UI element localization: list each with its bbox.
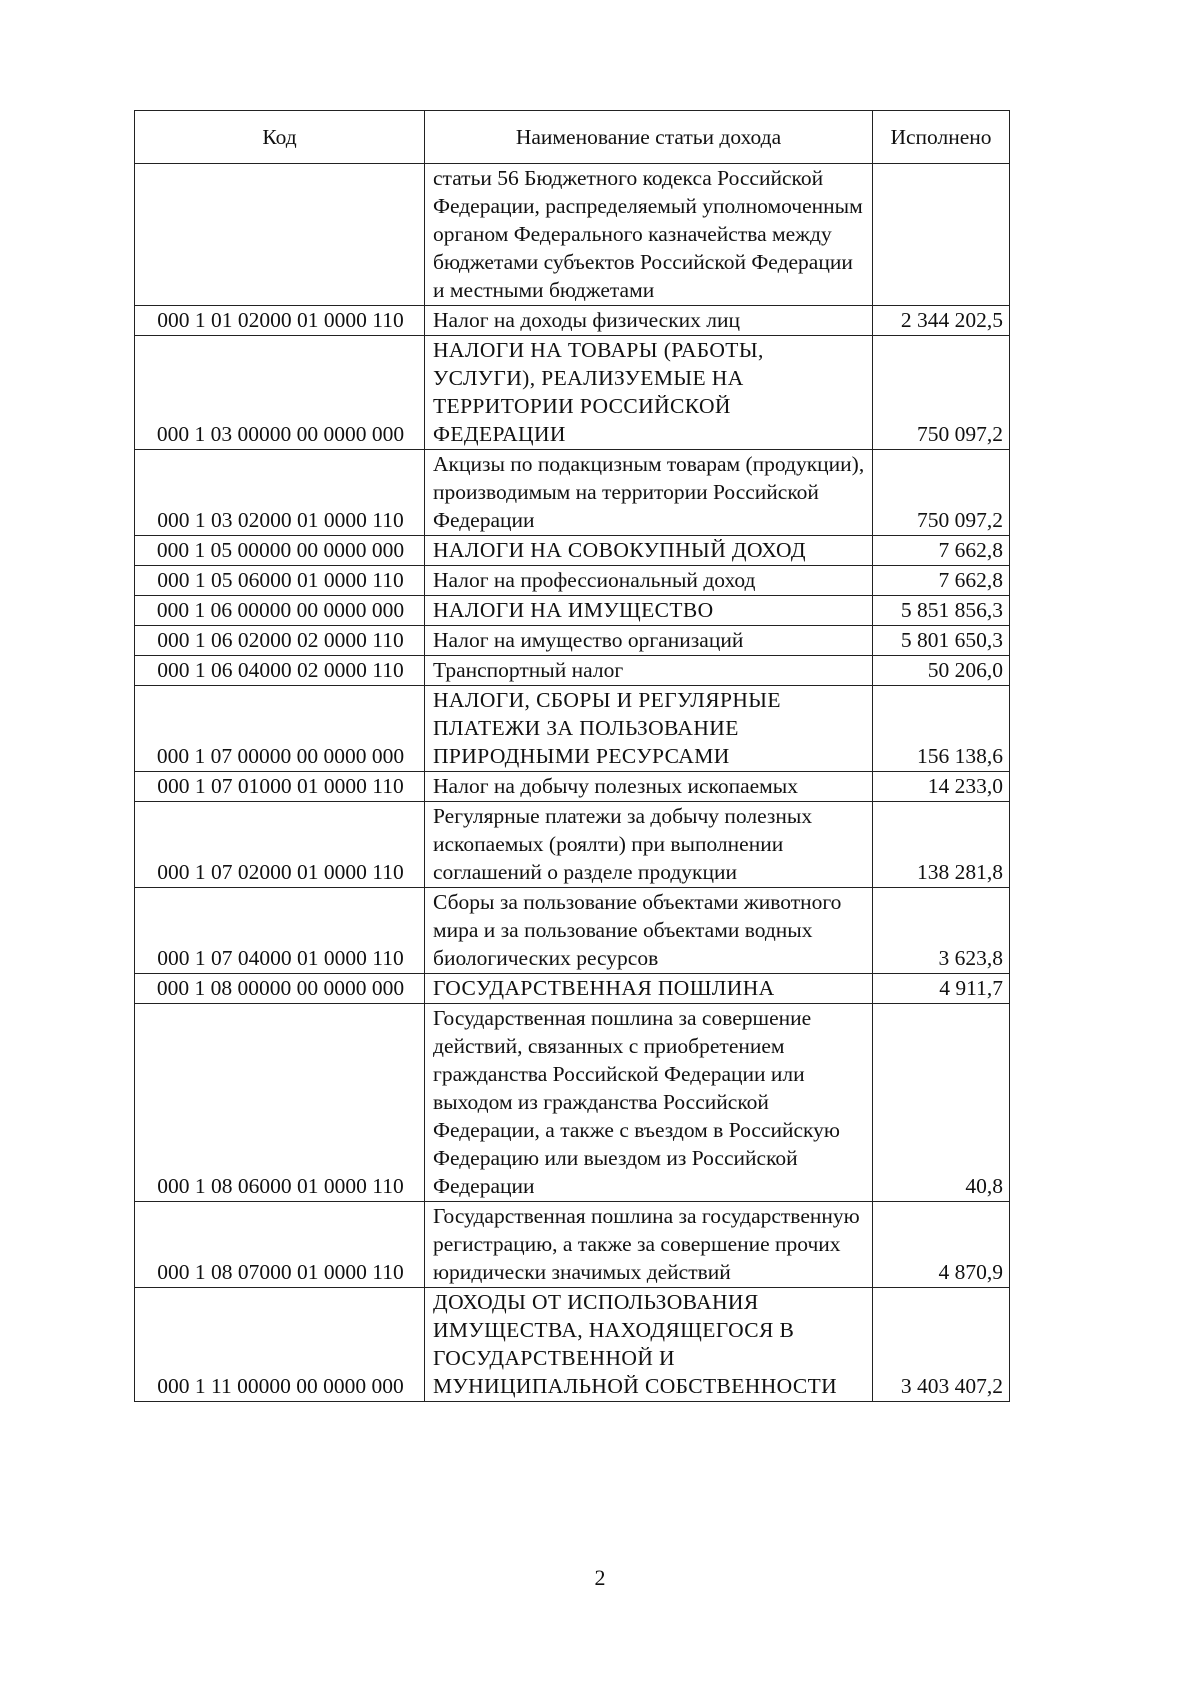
table-row (135, 164, 1010, 306)
row-code: 000 1 06 00000 00 0000 000 (135, 596, 425, 626)
row-name: Налог на добычу полезных ископаемых (425, 772, 873, 802)
table-row-section (135, 536, 1010, 566)
row-code: 000 1 05 00000 00 0000 000 (135, 536, 425, 566)
row-name: Государственная пошлина за государственную регистрацию, а также за совершение прочих юридически значимых действий (425, 1202, 873, 1288)
row-amount: 2 344 202,5 (873, 306, 1010, 336)
table-row-section (135, 1288, 1010, 1402)
table-row (135, 772, 1010, 802)
row-code: 000 1 07 04000 01 0000 110 (135, 888, 425, 974)
row-code: 000 1 07 01000 01 0000 110 (135, 772, 425, 802)
row-code: 000 1 08 06000 01 0000 110 (135, 1004, 425, 1202)
row-amount: 5 801 650,3 (873, 626, 1010, 656)
row-amount: 138 281,8 (873, 802, 1010, 888)
table-row (135, 802, 1010, 888)
row-code: 000 1 07 00000 00 0000 000 (135, 686, 425, 772)
row-amount: 4 870,9 (873, 1202, 1010, 1288)
page-number: 2 (594, 1565, 606, 1590)
row-code: 000 1 06 04000 02 0000 110 (135, 656, 425, 686)
row-code: 000 1 01 02000 01 0000 110 (135, 306, 425, 336)
row-code: 000 1 06 02000 02 0000 110 (135, 626, 425, 656)
row-amount: 3 403 407,2 (873, 1288, 1010, 1402)
row-name: Акцизы по подакцизным товарам (продукции), производимым на территории Российской Федерации (425, 450, 873, 536)
row-code (135, 164, 425, 306)
row-name: Транспортный налог (425, 656, 873, 686)
row-amount: 156 138,6 (873, 686, 1010, 772)
row-name: НАЛОГИ, СБОРЫ И РЕГУЛЯРНЫЕ ПЛАТЕЖИ ЗА ПОЛЬЗОВАНИЕ ПРИРОДНЫМИ РЕСУРСАМИ (425, 686, 873, 772)
row-name: НАЛОГИ НА СОВОКУПНЫЙ ДОХОД (425, 536, 873, 566)
revenue-table (134, 110, 1010, 1402)
table-row (135, 656, 1010, 686)
header-amount: Исполнено (873, 111, 1010, 164)
table-row (135, 626, 1010, 656)
header-code: Код (135, 111, 425, 164)
row-amount (873, 164, 1010, 306)
row-amount: 750 097,2 (873, 336, 1010, 450)
row-name: Регулярные платежи за добычу полезных ископаемых (роялти) при выполнении соглашений о разделе продукции (425, 802, 873, 888)
row-amount: 3 623,8 (873, 888, 1010, 974)
table-row (135, 1202, 1010, 1288)
table-row (135, 306, 1010, 336)
header-name: Наименование статьи дохода (425, 111, 873, 164)
row-amount: 5 851 856,3 (873, 596, 1010, 626)
row-code: 000 1 05 06000 01 0000 110 (135, 566, 425, 596)
table-row (135, 1004, 1010, 1202)
row-name: ДОХОДЫ ОТ ИСПОЛЬЗОВАНИЯ ИМУЩЕСТВА, НАХОДЯЩЕГОСЯ В ГОСУДАРСТВЕННОЙ И МУНИЦИПАЛЬНОЙ СОБСТВЕННОСТИ (425, 1288, 873, 1402)
table-header-row (135, 111, 1010, 164)
row-name: Государственная пошлина за совершение действий, связанных с приобретением гражданства Российской Федерации или выходом из гражданства Российской Федерации, а также с въездом в Российскую Федерацию или выездом из Российской Федерации (425, 1004, 873, 1202)
row-name: Сборы за пользование объектами животного мира и за пользование объектами водных биологических ресурсов (425, 888, 873, 974)
row-code: 000 1 03 02000 01 0000 110 (135, 450, 425, 536)
table-row-section (135, 974, 1010, 1004)
row-name: ГОСУДАРСТВЕННАЯ ПОШЛИНА (425, 974, 873, 1004)
row-amount: 4 911,7 (873, 974, 1010, 1004)
table-row-section (135, 596, 1010, 626)
row-name: Налог на имущество организаций (425, 626, 873, 656)
row-amount: 14 233,0 (873, 772, 1010, 802)
row-amount: 7 662,8 (873, 536, 1010, 566)
row-name: НАЛОГИ НА ТОВАРЫ (РАБОТЫ, УСЛУГИ), РЕАЛИЗУЕМЫЕ НА ТЕРРИТОРИИ РОССИЙСКОЙ ФЕДЕРАЦИИ (425, 336, 873, 450)
row-code: 000 1 08 00000 00 0000 000 (135, 974, 425, 1004)
row-name: Налог на профессиональный доход (425, 566, 873, 596)
table-row-section (135, 336, 1010, 450)
row-code: 000 1 08 07000 01 0000 110 (135, 1202, 425, 1288)
row-name: статьи 56 Бюджетного кодекса Российской Федерации, распределяемый уполномоченным органом Федерального казначейства между бюджетами субъектов Российской Федерации и местными бюджетами (425, 164, 873, 306)
table-row (135, 566, 1010, 596)
table-row (135, 450, 1010, 536)
row-code: 000 1 07 02000 01 0000 110 (135, 802, 425, 888)
row-name: НАЛОГИ НА ИМУЩЕСТВО (425, 596, 873, 626)
row-name: Налог на доходы физических лиц (425, 306, 873, 336)
row-amount: 7 662,8 (873, 566, 1010, 596)
row-amount: 40,8 (873, 1004, 1010, 1202)
table-row (135, 888, 1010, 974)
row-code: 000 1 03 00000 00 0000 000 (135, 336, 425, 450)
row-amount: 50 206,0 (873, 656, 1010, 686)
row-amount: 750 097,2 (873, 450, 1010, 536)
table-row-section (135, 686, 1010, 772)
row-code: 000 1 11 00000 00 0000 000 (135, 1288, 425, 1402)
